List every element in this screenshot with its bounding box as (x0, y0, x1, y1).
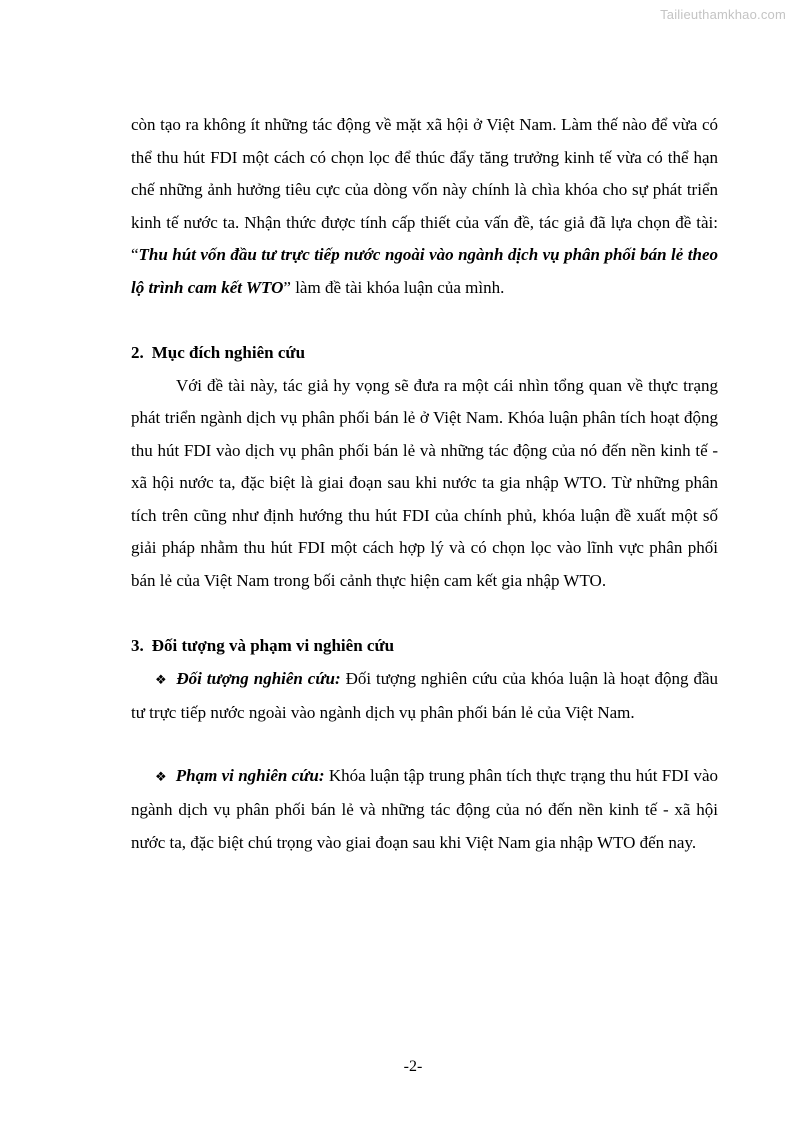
section-2-title: Mục đích nghiên cứu (151, 343, 306, 362)
page-number: -2- (403, 1058, 423, 1075)
spacer (131, 304, 718, 337)
intro-text-before: còn tạo ra không ít những tác động về mặt xã hội ở Việt Nam. Làm thế nào để vừa có thể thu hút FDI một cách có chọn lọc để thúc đẩy tăng trưởng kinh tế vừa có thể hạn chế những ảnh hưởng tiêu cực của dòng vốn này chính là chìa khóa cho sự phát triển kinh tế nước ta. Nhận thức được tính cấp thiết của vấn đề, tác giả đã lựa chọn đề tài: “ (131, 115, 718, 264)
section-2-number: 2. (131, 343, 144, 362)
watermark: Tailieuthamkhao.com (660, 7, 786, 22)
bullet-research-scope (131, 760, 718, 860)
intro-text-after: ” làm đề tài khóa luận của mình. (283, 277, 505, 297)
spacer (131, 730, 718, 760)
section-2-body: Với đề tài này, tác giả hy vọng sẽ đưa ra một cái nhìn tổng quan về thực trạng phát triển ngành dịch vụ phân phối bán lẻ ở Việt Nam. Khóa luận phân tích hoạt động thu hút FDI vào dịch vụ phân phối bán lẻ và những tác động của nó đến nền kinh tế - xã hội nước ta, đặc biệt là giai đoạn sau khi nước ta gia nhập WTO. Từ những phân tích trên cũng như định hướng thu hút FDI của chính phủ, khóa luận đề xuất một số giải pháp nhằm thu hút FDI một cách hợp lý và có chọn lọc vào lĩnh vực phân phối bán lẻ của Việt Nam trong bối cảnh thực hiện cam kết gia nhập WTO. (131, 375, 718, 590)
diamond-bullet-icon: ❖ (155, 672, 168, 688)
bullet-label: Phạm vi nghiên cứu: (175, 765, 325, 785)
intro-paragraph (131, 109, 718, 304)
bullet-text: Đối tượng nghiên cứu của khóa luận là hoạt động đầu tư trực tiếp nước ngoài vào ngành dịch vụ phân phối bán lẻ của Việt Nam. (131, 668, 719, 722)
bullet-label: Đối tượng nghiên cứu: (176, 668, 341, 688)
thesis-title: Thu hút vốn đầu tư trực tiếp nước ngoài vào ngành dịch vụ phân phối bán lẻ theo lộ trình cam kết WTO (131, 245, 718, 297)
section-2-heading (131, 337, 718, 370)
section-3-number: 3. (131, 636, 144, 655)
bullet-research-object (131, 663, 718, 730)
section-3-heading (131, 630, 718, 663)
diamond-bullet-icon: ❖ (155, 769, 167, 785)
spacer (131, 597, 718, 630)
section-3-title: Đối tượng và phạm vi nghiên cứu (151, 636, 395, 655)
document-body (131, 109, 718, 859)
bullet-text: Khóa luận tập trung phân tích thực trạng thu hút FDI vào ngành dịch vụ phân phối bán lẻ và những tác động của nó đến nền kinh tế - xã hội nước ta, đặc biệt chú trọng vào giai đoạn sau khi Việt Nam gia nhập WTO đến nay. (131, 765, 719, 852)
